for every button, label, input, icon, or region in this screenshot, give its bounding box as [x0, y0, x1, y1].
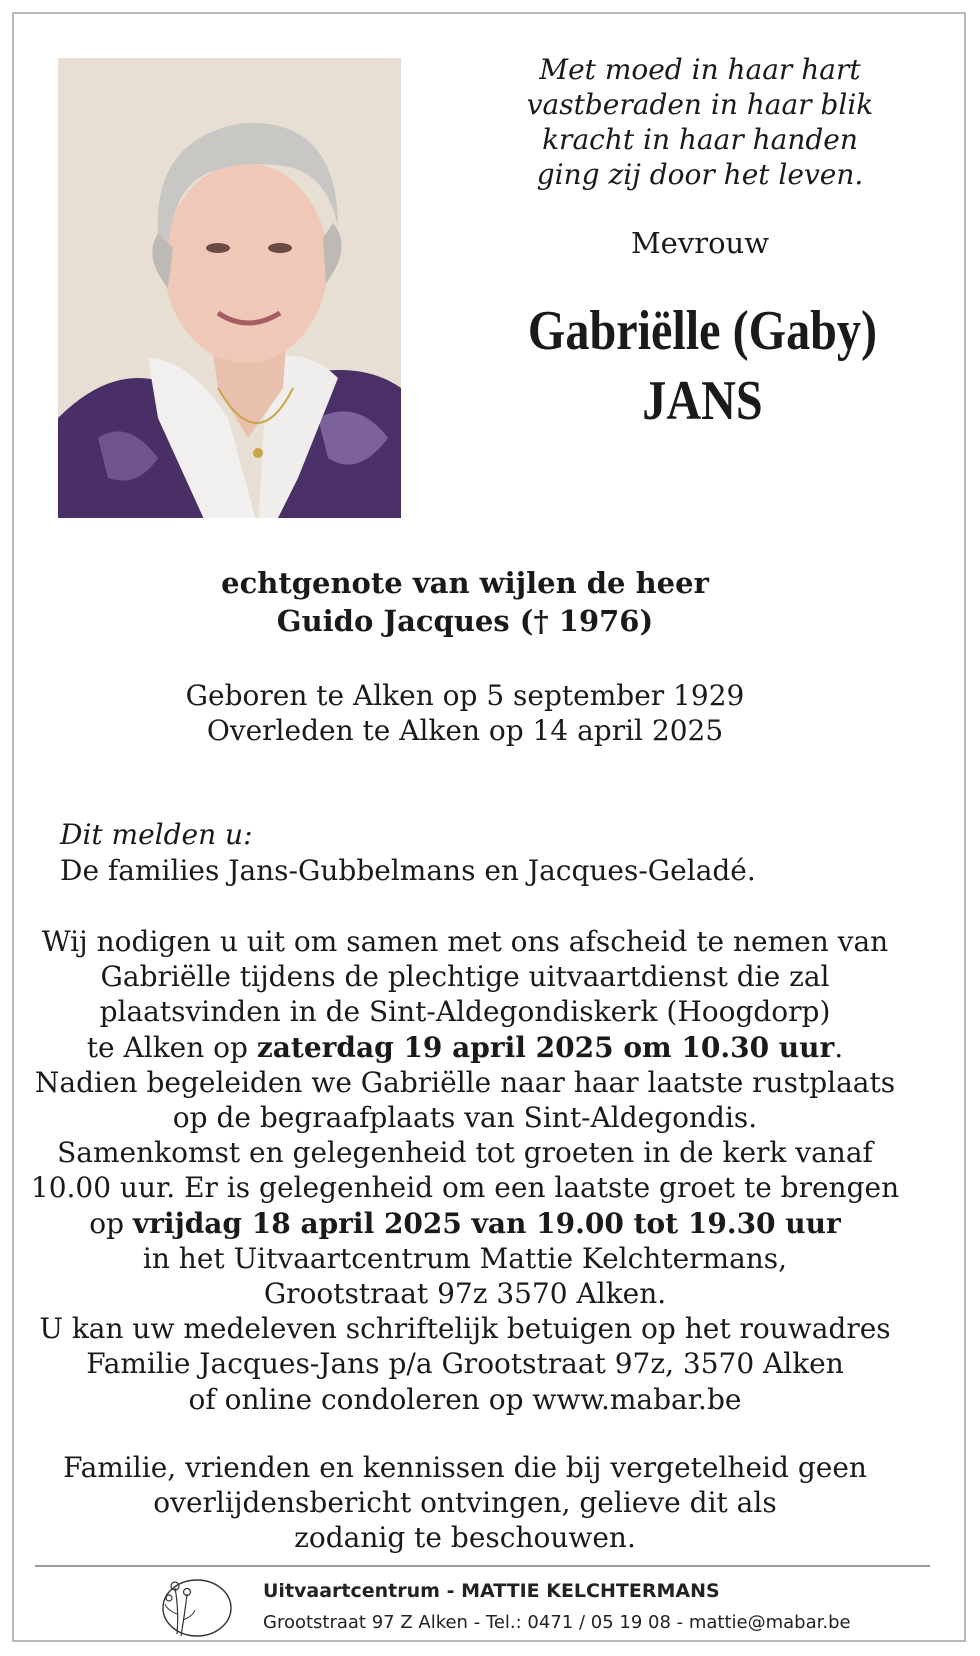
closing-note: [0, 1450, 930, 1555]
service-datetime: zaterdag 19 april 2025 om 10.30 uur: [256, 1030, 835, 1064]
invitation-line: [0, 1206, 930, 1241]
invitation-text: .: [834, 1030, 844, 1064]
life-dates: [0, 678, 930, 748]
invitation-text: op: [89, 1206, 133, 1240]
closing-line: Familie, vrienden en kennissen die bij vergetelheid geen: [63, 1451, 867, 1484]
invitation-text: te Alken op: [86, 1030, 257, 1064]
funeral-home-contact: Grootstraat 97 Z Alken - Tel.: 0471 / 05 19 08 - mattie@mabar.be: [263, 1612, 851, 1633]
salutation: Mevrouw: [630, 226, 770, 260]
footer-divider: [35, 1565, 930, 1567]
spouse-info: [0, 564, 930, 640]
memorial-poem: [480, 52, 920, 192]
last-name: JANS: [642, 370, 763, 432]
invitation-line: [0, 1030, 930, 1065]
families-line: De families Jans-Gubbelmans en Jacques-Geladé.: [60, 854, 756, 887]
spouse-line-1: echtgenote van wijlen de heer: [221, 566, 709, 600]
poem-line: vastberaden in haar blik: [526, 88, 874, 121]
invitation-line: Wij nodigen u uit om samen met ons afscheid te nemen van: [41, 925, 889, 958]
invitation-line: Nadien begeleiden we Gabriëlle naar haar laatste rustplaats: [34, 1065, 896, 1099]
funeral-invitation: [0, 924, 930, 1417]
portrait-photo: [58, 58, 401, 518]
invitation-line: plaatsvinden in de Sint-Aldegondiskerk (Hoogdorp): [99, 995, 831, 1029]
notice-label: Dit melden u:: [60, 818, 253, 851]
closing-line: zodanig te beschouwen.: [294, 1521, 636, 1554]
poem-line: Met moed in haar hart: [539, 53, 861, 86]
birth-date: Geboren te Alken op 5 september 1929: [185, 679, 745, 712]
invitation-line: in het Uitvaartcentrum Mattie Kelchtermans,: [142, 1241, 788, 1275]
funeral-home-name: Uitvaartcentrum - MATTIE KELCHTERMANS: [263, 1580, 720, 1602]
poem-line: ging zij door het leven.: [536, 158, 864, 191]
invitation-line: op de begraafplaats van Sint-Aldegondis.: [172, 1101, 758, 1135]
invitation-line: Grootstraat 97z 3570 Alken.: [263, 1277, 667, 1311]
first-name: Gabriëlle (Gaby): [527, 300, 878, 362]
invitation-line: Samenkomst en gelegenheid tot groeten in de kerk vanaf: [57, 1136, 873, 1170]
invitation-line: Familie Jacques-Jans p/a Grootstraat 97z, 3570 Alken: [86, 1347, 844, 1381]
invitation-line: of online condoleren op www.mabar.be: [188, 1382, 742, 1416]
spouse-line-2: Guido Jacques († 1976): [276, 604, 654, 638]
death-date: Overleden te Alken op 14 april 2025: [206, 714, 724, 747]
flower-logo-icon: [155, 1574, 235, 1640]
invitation-line: Gabriëlle tijdens de plechtige uitvaartdienst die zal: [100, 960, 830, 994]
visitation-datetime: vrijdag 18 april 2025 van 19.00 tot 19.30 uur: [132, 1206, 841, 1240]
deceased-name: [481, 296, 924, 436]
poem-line: kracht in haar handen: [542, 123, 858, 156]
invitation-line: U kan uw medeleven schriftelijk betuigen op het rouwadres: [39, 1312, 891, 1346]
closing-line: overlijdensbericht ontvingen, gelieve dit als: [153, 1486, 777, 1519]
invitation-line: 10.00 uur. Er is gelegenheid om een laatste groet te brengen: [30, 1171, 900, 1205]
